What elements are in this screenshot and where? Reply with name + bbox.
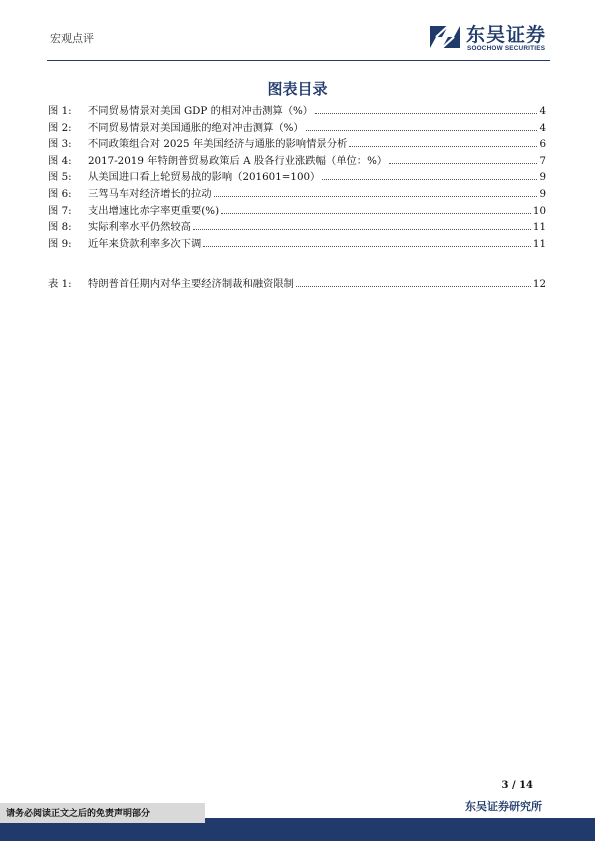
toc-entry-page: 4	[539, 121, 546, 134]
toc-entry[interactable]	[48, 218, 546, 235]
toc-entry-title: 不同政策组合对 2025 年美国经济与通胀的影响情景分析	[88, 138, 348, 151]
toc-entry-page: 6	[539, 138, 546, 151]
toc-entry-number: 图 4:	[48, 154, 72, 167]
toc-entry-page: 11	[532, 221, 546, 234]
toc-entry-title: 从美国进口看上轮贸易战的影响（201601=100）	[88, 171, 321, 184]
toc-entry-title: 三驾马车对经济增长的拉动	[88, 187, 212, 200]
toc-entry-page: 9	[539, 171, 546, 184]
toc-entry[interactable]	[48, 135, 546, 152]
toc-entry-number: 图 1:	[48, 105, 72, 117]
toc-entry[interactable]	[48, 168, 546, 185]
toc-entry-page: 7	[539, 154, 546, 167]
logo-mark-icon	[428, 22, 462, 52]
toc-entry-title: 不同贸易情景对美国 GDP 的相对冲击测算（%）	[88, 105, 314, 117]
toc-entry-number: 图 3:	[48, 138, 72, 151]
toc-leader-dots	[296, 275, 531, 287]
footer-org: 东吴证券研究所	[465, 800, 542, 813]
toc-leader-dots	[214, 185, 538, 197]
toc-entry-page: 9	[539, 187, 546, 200]
toc-entry-page: 10	[532, 204, 546, 217]
page-indicator: 3 / 14	[501, 780, 533, 791]
disclaimer-text: 请务必阅读正文之后的免责声明部分	[6, 809, 151, 819]
toc-entry-number: 图 8:	[48, 221, 72, 234]
toc-entry-number: 表 1:	[48, 278, 72, 290]
toc-entry-title: 支出增速比赤字率更重要(%)	[88, 204, 220, 217]
toc-leader-dots	[315, 102, 537, 114]
section-label: 宏观点评	[50, 32, 94, 45]
toc-entry[interactable]	[48, 235, 546, 252]
header-divider	[47, 60, 550, 61]
toc-entry-page: 4	[539, 105, 546, 117]
toc-leader-dots	[322, 168, 537, 180]
toc-entry-title: 2017-2019 年特朗普贸易政策后 A 股各行业涨跌幅（单位：%）	[88, 154, 388, 167]
toc-leader-dots	[389, 152, 537, 164]
toc-entry-number: 图 5:	[48, 171, 72, 184]
toc-leader-dots	[193, 218, 531, 230]
toc-leader-dots	[221, 202, 531, 214]
toc-entry[interactable]	[48, 275, 546, 292]
toc-entry-page: 12	[532, 278, 546, 290]
toc-title: 图表目录	[267, 80, 328, 98]
toc-entry-title: 实际利率水平仍然较高	[88, 221, 191, 234]
toc-entry[interactable]	[48, 202, 546, 219]
toc-entry[interactable]	[48, 185, 546, 202]
table-list	[48, 275, 546, 292]
toc-leader-dots	[203, 235, 531, 247]
logo-text-cn: 东吴证券	[466, 24, 547, 46]
toc-entry[interactable]	[48, 152, 546, 169]
toc-leader-dots	[306, 119, 538, 131]
toc-entry-number: 图 6:	[48, 187, 72, 200]
toc-entry-page: 11	[532, 237, 546, 250]
toc-entry-number: 图 2:	[48, 121, 72, 134]
logo-text-en: SOOCHOW SECURITIES	[467, 45, 546, 52]
toc-leader-dots	[349, 135, 537, 147]
company-logo	[428, 20, 558, 56]
toc-entry-title: 不同贸易情景对美国通胀的绝对冲击测算（%）	[88, 121, 304, 134]
toc-entry[interactable]	[48, 102, 546, 119]
figure-list	[48, 102, 546, 251]
toc-entry-number: 图 7:	[48, 204, 72, 217]
toc-entry[interactable]	[48, 119, 546, 136]
toc-entry-number: 图 9:	[48, 237, 72, 250]
toc-entry-title: 近年来贷款利率多次下调	[88, 237, 202, 250]
toc-entry-title: 特朗普首任期内对华主要经济制裁和融资限制	[88, 278, 294, 290]
